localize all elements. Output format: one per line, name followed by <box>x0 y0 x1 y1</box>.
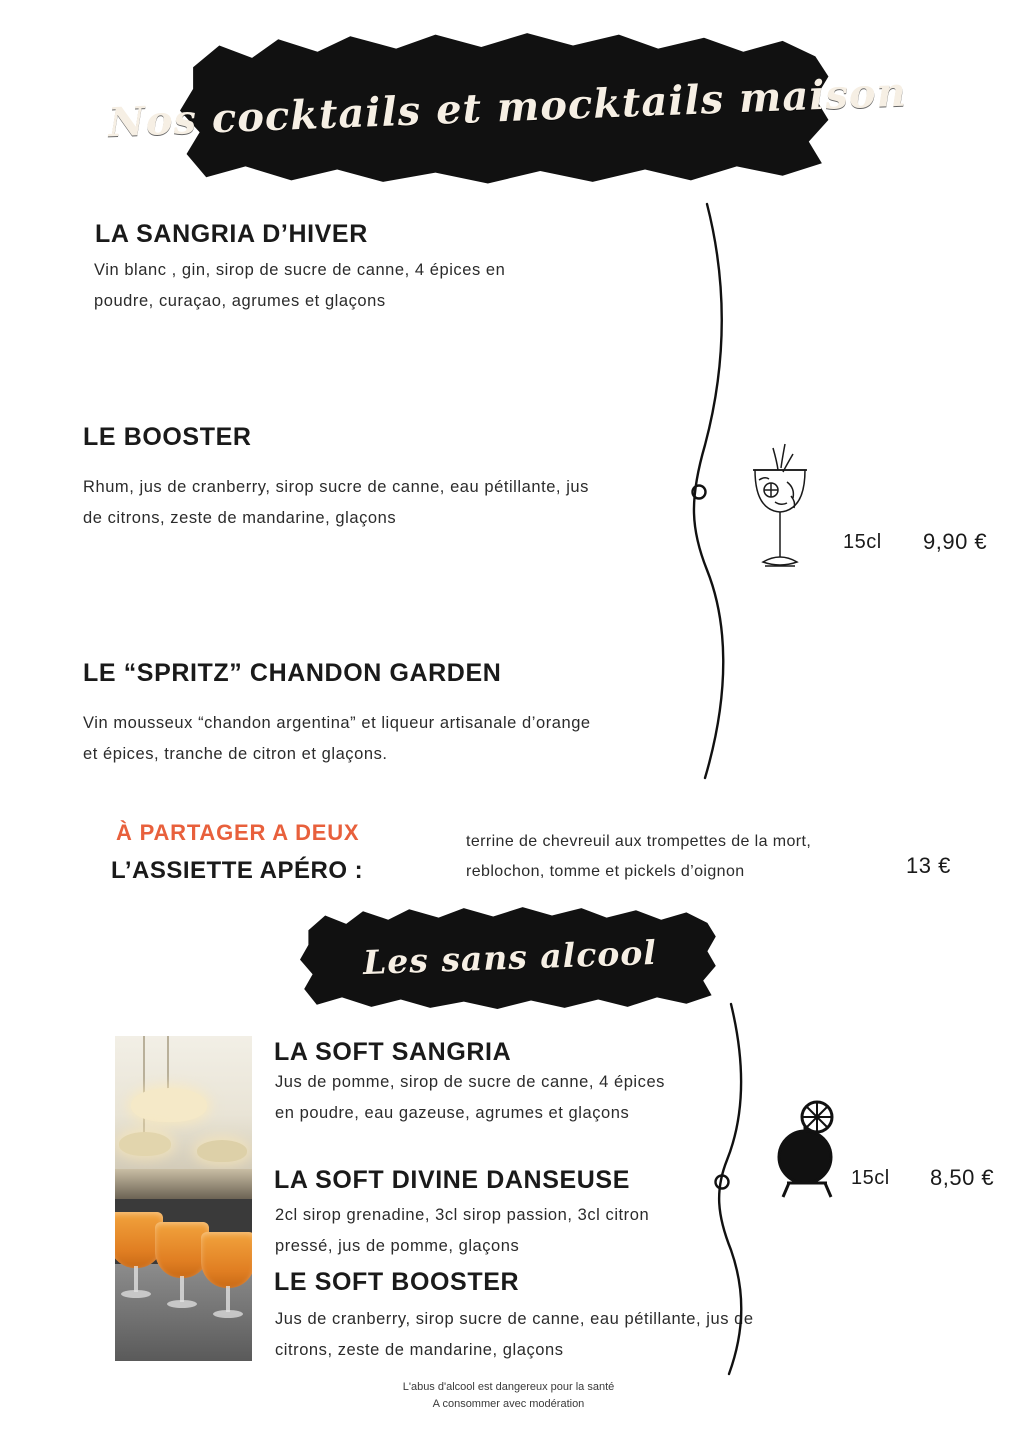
share-plate-title: L’ASSIETTE APÉRO : <box>111 857 364 884</box>
item-title-soft-booster: LE SOFT BOOSTER <box>274 1268 520 1296</box>
legal-notice-line-1: L'abus d'alcool est dangereux pour la santé <box>402 1381 615 1393</box>
share-plate-description: terrine de chevreuil aux trompettes de la mort, reblochon, tomme et pickels d’oignon <box>466 833 812 880</box>
cocktail-glass-icon <box>735 430 825 585</box>
item-description-soft-divine-danseuse: 2cl sirop grenadine, 3cl sirop passion, 3cl citron pressé, jus de pomme, glaçons <box>275 1206 650 1255</box>
banner-title-cocktails: Nos cocktails et mocktails maison <box>107 68 908 147</box>
legal-notice-line-2: A consommer avec modération <box>432 1398 585 1410</box>
item-description-sangria-hiver: Vin blanc , gin, sirop de sucre de canne, 4 épices en poudre, curaçao, agrumes et glaçons <box>94 261 506 310</box>
item-description-booster: Rhum, jus de cranberry, sirop sucre de canne, eau pétillante, jus de citrons, zeste de mandarine, glaçons <box>83 478 589 527</box>
cocktails-photo <box>115 1036 252 1361</box>
share-badge: À PARTAGER A DEUX <box>116 820 360 845</box>
item-description-spritz-chandon-garden: Vin mousseux “chandon argentina” et liqueur artisanale d’orange et épices, tranche de citron et glaçons. <box>83 714 591 763</box>
banner-title-sans-alcool: Les sans alcool <box>362 932 658 983</box>
section-banner-cocktails <box>107 30 908 185</box>
item-title-booster: LE BOOSTER <box>83 423 252 451</box>
item-title-spritz-chandon-garden: LE “SPRITZ” CHANDON GARDEN <box>83 659 502 687</box>
soft-drink-glass-icon <box>765 1095 850 1225</box>
decorative-curve-sans-alcool <box>705 1000 755 1380</box>
share-plate-price: 13 € <box>906 853 951 878</box>
item-description-soft-booster: Jus de cranberry, sirop sucre de canne, eau pétillante, jus de citrons, zeste de mandarine, glaçons <box>275 1310 754 1359</box>
price-amount-cocktails: 9,90 € <box>923 529 988 554</box>
price-volume-cocktails: 15cl <box>843 531 882 553</box>
price-amount-sans-alcool: 8,50 € <box>930 1165 995 1190</box>
price-volume-sans-alcool: 15cl <box>851 1167 890 1189</box>
item-title-sangria-hiver: LA SANGRIA D’HIVER <box>95 220 368 248</box>
section-banner-sans-alcool <box>300 905 720 1010</box>
item-title-soft-sangria: LA SOFT SANGRIA <box>274 1038 512 1066</box>
item-title-soft-divine-danseuse: LA SOFT DIVINE DANSEUSE <box>274 1166 630 1194</box>
item-description-soft-sangria: Jus de pomme, sirop de sucre de canne, 4 épices en poudre, eau gazeuse, agrumes et glaçons <box>275 1073 665 1122</box>
